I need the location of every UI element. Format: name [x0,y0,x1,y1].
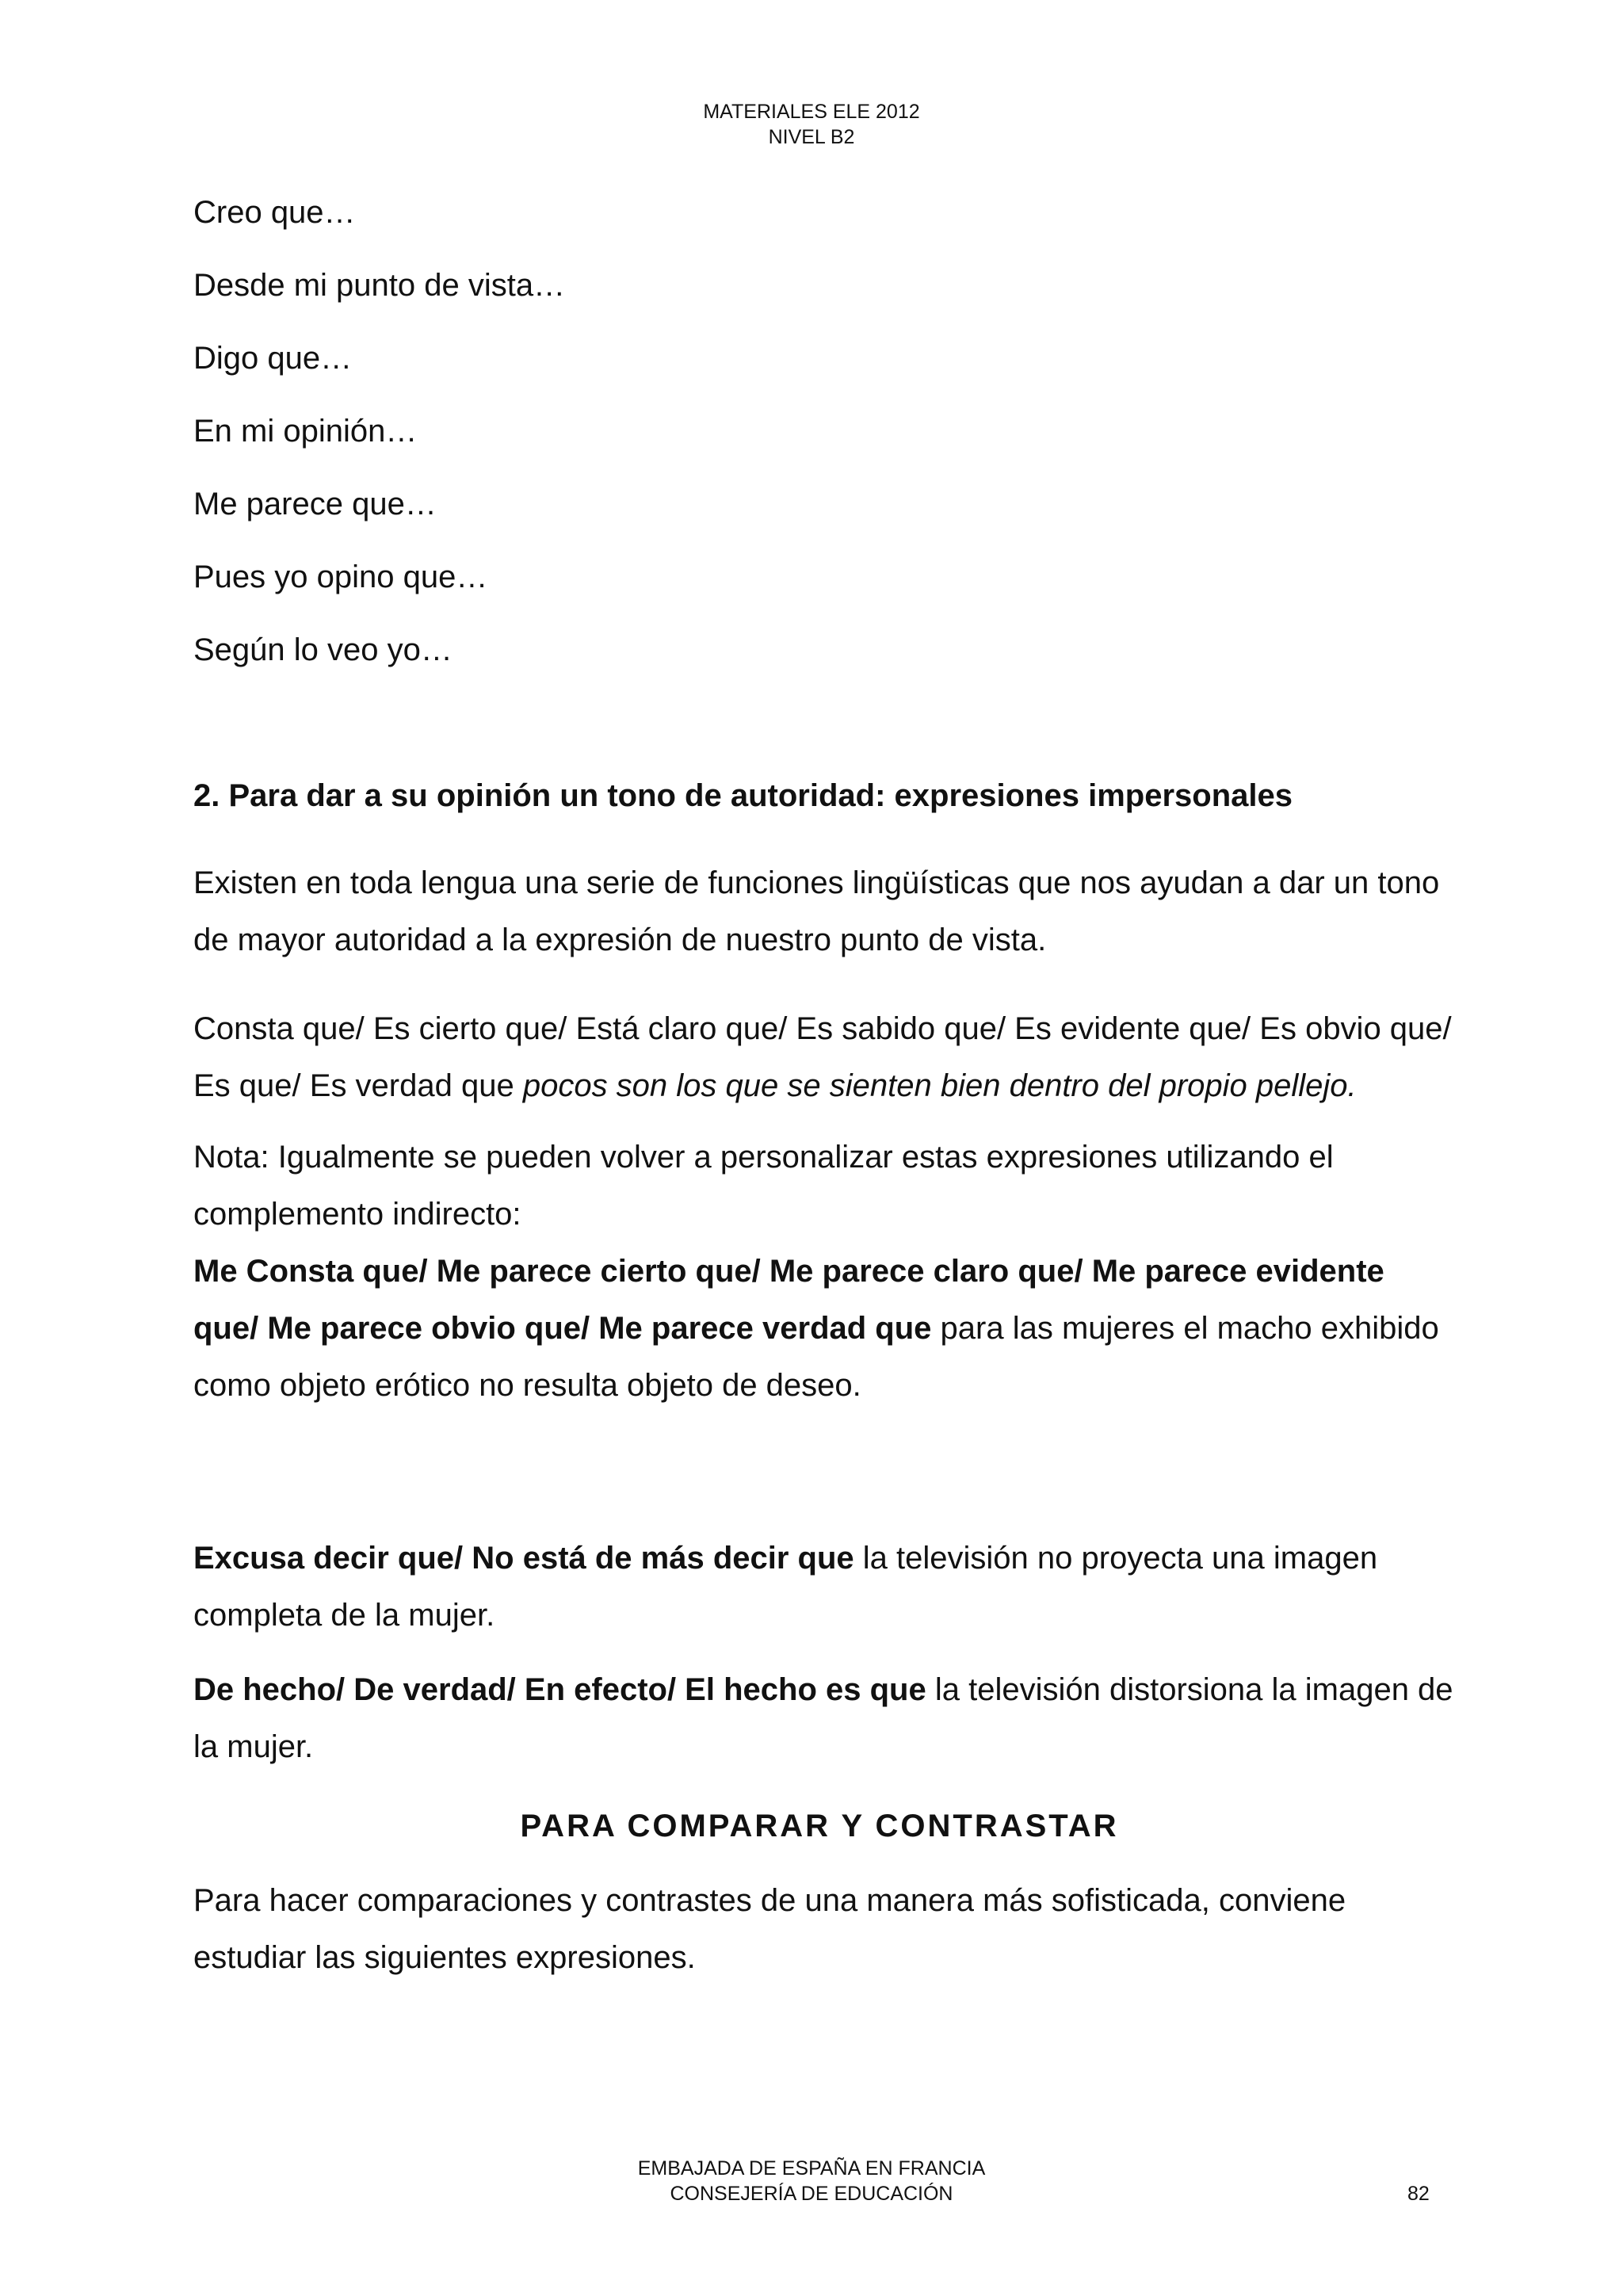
list-item: Desde mi punto de vista… [193,268,566,303]
compare-section-title: PARA COMPARAR Y CONTRASTAR [520,1809,1119,1843]
list-item: Digo que… [193,341,353,376]
example-3-plain: la televisión no proyecta una imagen completa de la mujer. [193,1541,1378,1633]
example-paragraph-3 [193,1530,1453,1644]
example-paragraph-1 [193,1000,1453,1114]
page-header [0,99,1623,150]
page-number: 82 [1407,2183,1430,2205]
list-item: En mi opinión… [193,414,418,449]
list-item: Creo que… [193,195,356,230]
compare-section-intro: Para hacer comparaciones y contrastes de una manera más sofisticada, conviene estudiar las siguientes expresiones. [193,1883,1346,1975]
header-title: MATERIALES ELE 2012 [703,101,920,123]
example-1-italic: pocos son los que se sienten bien dentro del propio pellejo. [522,1068,1357,1103]
section-intro-paragraph: Existen en toda lengua una serie de funciones lingüísticas que nos ayudan a dar un tono de mayor autoridad a la expresión de nuestro punto de vista. [193,865,1440,957]
footer-department: CONSEJERÍA DE EDUCACIÓN [670,2183,953,2205]
header-level: NIVEL B2 [768,126,855,148]
example-4-plain: la televisión distorsiona la imagen de la mujer. [193,1672,1453,1764]
page-body [193,189,1453,1975]
example-1-plain: Consta que/ Es cierto que/ Está claro que/ Es sabido que/ Es evidente que/ Es obvio que/ Es que/ Es verdad que [193,1011,1452,1103]
section-heading: 2. Para dar a su opinión un tono de autoridad: expresiones impersonales [193,778,1293,813]
list-item: Según lo veo yo… [193,632,453,667]
list-item: Pues yo opino que… [193,560,488,594]
note-paragraph: Nota: Igualmente se pueden volver a personalizar estas expresiones utilizando el complemento indirecto: [193,1140,1334,1232]
opinion-phrase-list [193,189,1445,699]
example-2-plain: para las mujeres el macho exhibido como objeto erótico no resulta objeto de deseo. [193,1311,1439,1403]
example-2-bold: Me Consta que/ Me parece cierto que/ Me parece claro que/ Me parece evidente que/ Me parece obvio que/ Me parece verdad que [193,1254,1384,1346]
example-paragraph-4 [193,1661,1453,1775]
page-footer [0,2156,1623,2206]
example-3-bold: Excusa decir que/ No está de más decir que [193,1541,854,1576]
example-4-bold: De hecho/ De verdad/ En efecto/ El hecho es que [193,1672,926,1707]
footer-embassy: EMBAJADA DE ESPAÑA EN FRANCIA [637,2157,986,2179]
list-item: Me parece que… [193,487,437,521]
example-paragraph-2 [193,1243,1453,1414]
